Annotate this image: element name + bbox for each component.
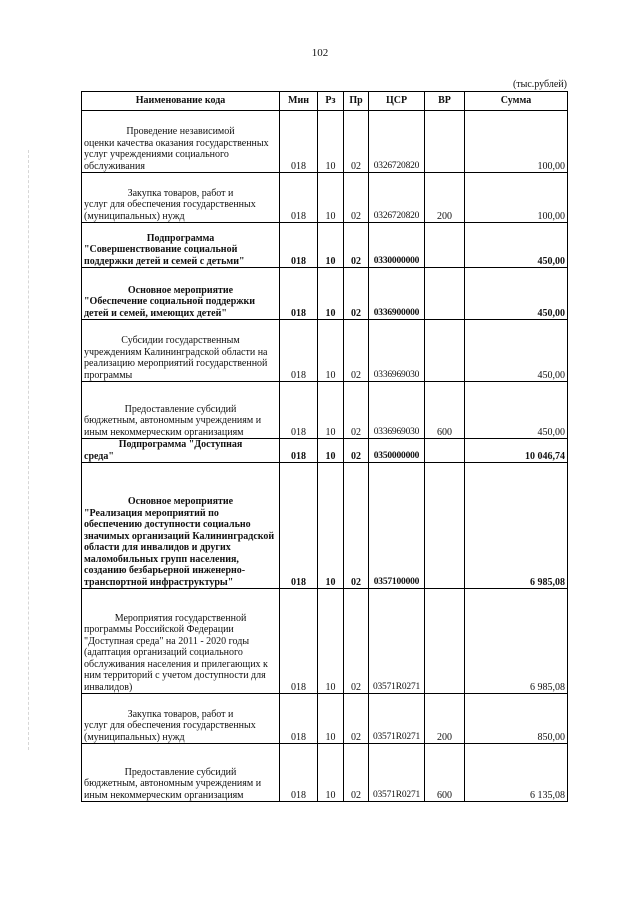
cell-min: 018	[280, 320, 318, 382]
cell-name-rest: бюджетным, автономным учреждениям и иным некоммерческим организациям	[84, 415, 262, 438]
table-row	[82, 268, 568, 320]
header-csr: ЦСР	[369, 92, 425, 111]
cell-vr: 600	[425, 744, 465, 802]
cell-rz: 10	[318, 463, 344, 589]
header-min: Мин	[280, 92, 318, 111]
cell-name-first-line: Предоставление субсидий	[124, 766, 237, 778]
cell-pr: 02	[344, 223, 369, 268]
cell-vr	[425, 439, 465, 463]
cell-csr: 03571R0271	[369, 589, 425, 694]
table-row	[82, 589, 568, 694]
cell-vr	[425, 268, 465, 320]
table-row	[82, 694, 568, 744]
cell-vr	[425, 223, 465, 268]
cell-name-first-line: Предоставление субсидий	[124, 403, 237, 415]
cell-csr: 03571R0271	[369, 744, 425, 802]
cell-pr: 02	[344, 382, 369, 439]
cell-name-rest: услуг для обеспечения государственных (муниципальных) нужд	[84, 720, 256, 743]
table-row	[82, 320, 568, 382]
cell-min: 018	[280, 111, 318, 173]
cell-min: 018	[280, 694, 318, 744]
cell-rz: 10	[318, 694, 344, 744]
cell-pr: 02	[344, 744, 369, 802]
cell-sum: 450,00	[465, 320, 568, 382]
cell-name-rest: услуг для обеспечения государственных (муниципальных) нужд	[84, 199, 256, 222]
cell-vr	[425, 111, 465, 173]
cell-name	[82, 223, 280, 268]
cell-pr: 02	[344, 439, 369, 463]
cell-name-first-line: Проведение независимой	[126, 126, 235, 137]
table-row	[82, 111, 568, 173]
cell-rz: 10	[318, 439, 344, 463]
cell-min: 018	[280, 173, 318, 223]
cell-min: 018	[280, 589, 318, 694]
cell-name	[82, 694, 280, 744]
header-rz: Рз	[318, 92, 344, 111]
cell-pr: 02	[344, 268, 369, 320]
cell-name	[82, 382, 280, 439]
cell-vr	[425, 320, 465, 382]
cell-sum: 100,00	[465, 111, 568, 173]
cell-name	[82, 173, 280, 223]
units-label: (тыс.рублей)	[512, 79, 567, 90]
cell-pr: 02	[344, 589, 369, 694]
cell-name-rest: программы Российской Федерации "Доступная среда" на 2011 - 2020 годы (адаптация организаций социального обслуживания населения и прилегающих к ним территорий с учетом доступности для инвалидов)	[84, 624, 268, 693]
cell-csr: 0330000000	[369, 223, 425, 268]
cell-csr: 0336969030	[369, 320, 425, 382]
cell-min: 018	[280, 268, 318, 320]
cell-name-rest: "Совершенствование социальной поддержки детей и семей с детьми"	[84, 244, 245, 267]
header-sum: Сумма	[465, 92, 568, 111]
cell-sum: 6 135,08	[465, 744, 568, 802]
cell-sum: 850,00	[465, 694, 568, 744]
cell-pr: 02	[344, 463, 369, 589]
cell-min: 018	[280, 744, 318, 802]
cell-name-first-line: Закупка товаров, работ и	[127, 187, 234, 199]
cell-sum: 10 046,74	[465, 439, 568, 463]
cell-vr	[425, 463, 465, 589]
table-header-row	[82, 92, 568, 111]
cell-name-first-line: Закупка товаров, работ и	[127, 708, 234, 720]
cell-name	[82, 589, 280, 694]
cell-rz: 10	[318, 223, 344, 268]
page-number: 102	[311, 47, 329, 59]
cell-name-first-line: Субсидии государственным	[121, 335, 240, 346]
cell-csr: 0357100000	[369, 463, 425, 589]
cell-name-rest: учреждениям Калининградской области на реализацию мероприятий государственной программы	[84, 346, 268, 381]
header-vr: ВР	[425, 92, 465, 111]
header-name: Наименование кода	[82, 92, 280, 111]
cell-csr: 03571R0271	[369, 694, 425, 744]
cell-name-first-line: Мероприятия государственной	[114, 612, 247, 624]
cell-csr: 0336900000	[369, 268, 425, 320]
cell-sum: 450,00	[465, 382, 568, 439]
table-row	[82, 439, 568, 463]
cell-name-first-line: Основное мероприятие	[127, 284, 234, 296]
cell-rz: 10	[318, 320, 344, 382]
cell-name-rest: среда"	[84, 450, 114, 462]
scan-binding-edge	[28, 150, 30, 750]
cell-min: 018	[280, 382, 318, 439]
cell-pr: 02	[344, 320, 369, 382]
table-row	[82, 173, 568, 223]
cell-name	[82, 111, 280, 173]
cell-name	[82, 463, 280, 589]
cell-rz: 10	[318, 268, 344, 320]
cell-sum: 450,00	[465, 223, 568, 268]
cell-name-first-line: Основное мероприятие	[127, 496, 234, 507]
cell-name-first-line: Подпрограмма	[146, 232, 215, 244]
cell-name-rest: "Реализация мероприятий по обеспечению доступности социально значимых организаций Калининградской области для инвалидов и других маломобильных групп населения, созданию безбарьерной инженерно-транспортной инфраструктуры"	[84, 507, 275, 588]
cell-sum: 6 985,08	[465, 463, 568, 589]
cell-name	[82, 320, 280, 382]
cell-name-rest: бюджетным, автономным учреждениям и иным некоммерческим организациям	[84, 778, 262, 801]
cell-sum: 6 985,08	[465, 589, 568, 694]
header-pr: Пр	[344, 92, 369, 111]
cell-rz: 10	[318, 382, 344, 439]
table-row	[82, 382, 568, 439]
table-row	[82, 223, 568, 268]
cell-vr	[425, 589, 465, 694]
cell-vr: 200	[425, 694, 465, 744]
cell-name	[82, 439, 280, 463]
cell-rz: 10	[318, 173, 344, 223]
cell-rz: 10	[318, 589, 344, 694]
cell-vr: 200	[425, 173, 465, 223]
cell-csr: 0326720820	[369, 173, 425, 223]
cell-csr: 0350000000	[369, 439, 425, 463]
cell-name-first-line: Подпрограмма "Доступная	[118, 439, 243, 450]
cell-rz: 10	[318, 744, 344, 802]
cell-min: 018	[280, 463, 318, 589]
cell-pr: 02	[344, 694, 369, 744]
cell-rz: 10	[318, 111, 344, 173]
table-row	[82, 744, 568, 802]
cell-name-rest: "Обеспечение социальной поддержки детей и семей, имеющих детей"	[84, 296, 256, 319]
cell-csr: 0326720820	[369, 111, 425, 173]
cell-csr: 0336969030	[369, 382, 425, 439]
cell-pr: 02	[344, 173, 369, 223]
cell-name-rest: оценки качества оказания государственных услуг учреждениями социального обслуживания	[84, 137, 269, 172]
cell-pr: 02	[344, 111, 369, 173]
cell-min: 018	[280, 223, 318, 268]
cell-sum: 100,00	[465, 173, 568, 223]
cell-name	[82, 744, 280, 802]
cell-name	[82, 268, 280, 320]
table-row	[82, 463, 568, 589]
cell-min: 018	[280, 439, 318, 463]
cell-sum: 450,00	[465, 268, 568, 320]
budget-table	[81, 91, 568, 802]
cell-vr: 600	[425, 382, 465, 439]
